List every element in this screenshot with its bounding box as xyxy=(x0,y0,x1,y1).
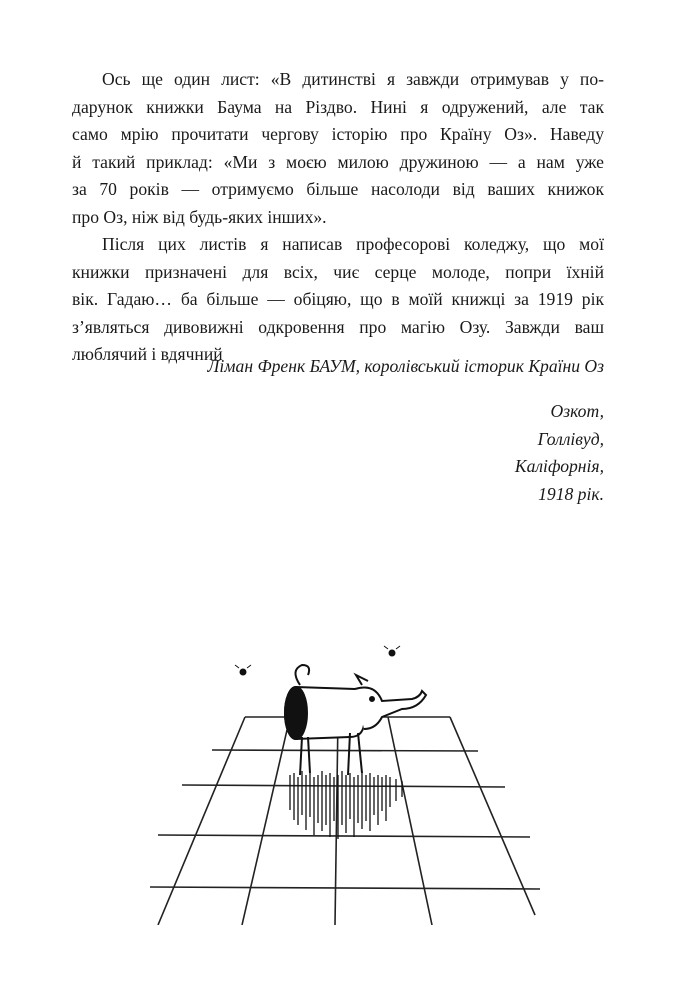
author-signature: Ліман Френк БАУМ, королівський історик Країни Оз xyxy=(207,356,604,376)
paragraph-2 xyxy=(72,231,604,369)
paragraph-1 xyxy=(72,66,604,231)
text-line: за 70 років — отримуємо більше насолоди від ваших книжок xyxy=(72,179,604,199)
pig-body xyxy=(285,665,426,775)
text-line: з’являться дивовижні одкровення про магію Озу. Завжди ваш xyxy=(72,316,604,337)
text-line: книжки призначені для всіх, чиє серце молоде, попри їхній xyxy=(72,261,604,282)
tin-pig-illustration xyxy=(150,625,540,925)
place-line: Каліфорнія, xyxy=(514,456,604,476)
text-line: люблячий і вдячний xyxy=(72,344,223,364)
text-line: й такий приклад: «Ми з моєю милою дружиною — а нам уже xyxy=(72,151,604,172)
place-line: Голлівуд, xyxy=(537,428,604,449)
flies xyxy=(235,646,400,675)
text-line: Ось ще один лист: «В дитинстві я завжди отримував у по- xyxy=(102,69,604,89)
letter-text xyxy=(72,66,604,369)
text-line: дарунок книжки Баума на Різдво. Нині я одружений, але так xyxy=(72,96,604,117)
place-line: Озкот, xyxy=(550,401,604,421)
text-line: про Оз, ніж від будь-яких інших». xyxy=(72,206,327,227)
text-line: вік. Гадаю… ба більше — обіцяю, що в моїй книжці за 1919 рік xyxy=(72,289,604,309)
text-line: Після цих листів я написав професорові коледжу, що мої xyxy=(102,234,604,254)
reflection-shadow xyxy=(290,771,402,839)
tiled-floor xyxy=(150,717,540,925)
place-line: 1918 рік. xyxy=(538,483,604,504)
text-line: само мрію прочитати чергову історію про Країну Оз». Наведу xyxy=(72,124,604,144)
place-and-date xyxy=(515,398,604,508)
